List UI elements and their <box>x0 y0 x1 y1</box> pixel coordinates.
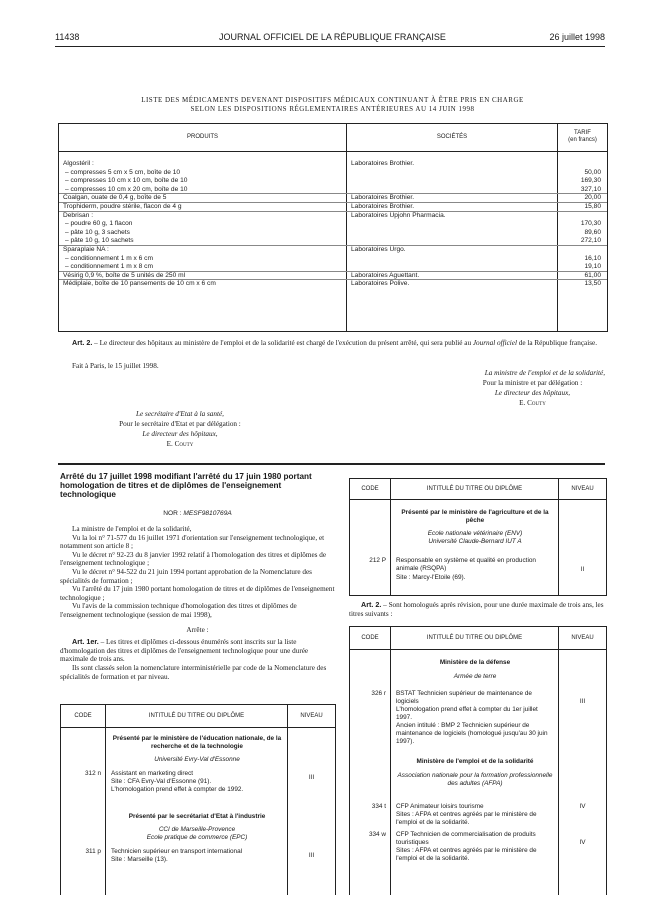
decree-p6: Vu l'avis de la commission technique d'homologation des titres et diplômes de l'enseignement technologique (session de mai 1998), <box>60 602 297 619</box>
col-divider <box>390 479 391 595</box>
table-a-col-title: INTITULÉ DU TITRE OU DIPLÔME <box>148 713 245 719</box>
product-name: – compresses 10 cm x 10 cm, boîte de 10 <box>65 177 188 185</box>
sig-right-line1: La ministre de l'emploi et de la solidarité, <box>484 369 605 377</box>
table-c-level2: IV <box>579 803 586 810</box>
product-name: – compresses 10 cm x 20 cm, boîte de 10 <box>65 185 188 193</box>
product-name: – conditionnement 1 m x 8 cm <box>65 263 153 271</box>
product-name: Trophiderm, poudre stérile, flacon de 4 g <box>63 203 182 210</box>
product-price: 61,00 <box>584 271 601 279</box>
col-divider <box>557 124 558 331</box>
list-title-line2: SELON LES DISPOSITIONS RÉGLEMENTAIRES ANTÉRIEURES AU 14 JUIN 1998 <box>190 105 475 113</box>
product-name: Debrisan : <box>63 211 94 219</box>
table-a-level1: III <box>308 774 315 781</box>
product-name: – pâte 10 g, 3 sachets <box>65 228 130 236</box>
article-2-top <box>60 339 605 348</box>
col-tarif-unit: (en francs) <box>568 137 597 143</box>
product-price: 13,50 <box>584 280 601 288</box>
header-rule <box>55 46 605 47</box>
product-price: 20,00 <box>584 194 601 202</box>
section-rule <box>58 463 605 465</box>
col-divider <box>390 627 391 895</box>
table-c-sub2: Association nationale pour la formation professionnelle des adultes (AFPA) <box>397 772 553 787</box>
product-price: 272,10 <box>580 237 601 245</box>
row-separator <box>59 211 607 212</box>
table-a-col-code: CODE <box>74 713 92 719</box>
decree-nor <box>60 510 335 517</box>
product-company: Laboratoires Polive. <box>351 280 410 288</box>
sig-left-line1: Le secrétaire d'Etat à la santé, <box>136 410 224 418</box>
product-company: Laboratoires Aguettant. <box>351 271 420 279</box>
product-price: 169,30 <box>580 177 601 185</box>
product-name: – conditionnement 1 m x 6 cm <box>65 254 153 262</box>
col-divider <box>558 627 559 895</box>
product-name: – compresses 5 cm x 5 cm, boîte de 10 <box>65 168 181 176</box>
table-b-level: II <box>580 566 585 573</box>
journal-title: JOURNAL OFFICIEL DE LA RÉPUBLIQUE FRANÇAISE <box>219 32 446 42</box>
table-c-level1: III <box>579 698 586 705</box>
products-table <box>58 123 608 332</box>
table-c-entry3-b: Sites : AFPA et centres agréés par le ministère de l'emploi et de la solidarité. <box>396 847 537 862</box>
sig-left-line3: Le directeur des hôpitaux, <box>142 430 218 438</box>
art1-text: – Les titres et diplômes ci-dessous énumérés sont inscrits sur la liste d'homologation des titres et diplômes de l'enseignement technologique pour une durée maximale de trois ans. <box>60 638 309 664</box>
table-c-code3: 334 w <box>368 831 386 838</box>
page-number: 11438 <box>55 32 80 42</box>
col-products: PRODUITS <box>186 134 218 140</box>
table-c-entry3-a: CFP Technicien de commercialisation de produits touristiques <box>396 831 536 846</box>
col-divider <box>558 479 559 595</box>
table-a-level2: III <box>308 852 315 859</box>
table-c-col-title: INTITULÉ DU TITRE OU DIPLÔME <box>426 635 523 641</box>
sig-right-line3: Le directeur des hôpitaux, <box>494 389 571 397</box>
table-a-code1: 312 n <box>85 770 101 777</box>
table-c-entry1-b: L'homologation prend effet à compter du 1er juillet 1997. <box>396 706 538 721</box>
table-b <box>349 478 607 596</box>
sig-left-name: E. Couty <box>166 440 194 448</box>
art2-text: – Sont homologués après révision, pour une durée maximale de trois ans, les titres suivants : <box>349 601 604 618</box>
table-c-col-level: NIVEAU <box>571 635 594 641</box>
table-c-entry2-a: CFP Animateur loisirs tourisme <box>396 803 484 810</box>
table-b-entry-1: Responsable en système et qualité en production animale (RSQPA) <box>396 557 536 572</box>
table-a-ministry1: Présenté par le ministère de l'éducation nationale, de la recherche et de la technologie <box>112 735 282 750</box>
product-name: Médiplaie, boîte de 10 pansements de 10 cm x 6 cm <box>63 280 216 288</box>
article-2-journal: Journal officiel <box>472 339 517 347</box>
table-a-code2: 311 p <box>85 848 101 855</box>
product-name: – poudre 60 g, 1 flacon <box>65 220 133 228</box>
col-tarif: TARIF <box>574 130 591 136</box>
table-c-code2: 334 t <box>371 803 386 810</box>
table-c <box>349 626 607 895</box>
done-at: Fait à Paris, le 15 juillet 1998. <box>72 362 159 370</box>
art1-label: Art. 1er. <box>72 637 99 647</box>
table-b-code: 212 P <box>369 557 386 564</box>
product-price: 19,10 <box>584 263 601 271</box>
decree-body <box>60 525 335 681</box>
table-c-ministry1: Ministère de la défense <box>439 659 511 666</box>
table-a-school1: Université Evry-Val d'Essonne <box>154 756 240 763</box>
sig-right-name: E. Couty <box>519 399 546 407</box>
decree-arrete: Arrête : <box>186 625 209 634</box>
product-company: Laboratoires Brothier. <box>351 194 415 202</box>
article-2-label: Art. 2. <box>72 338 93 347</box>
table-c-col-code: CODE <box>361 635 379 641</box>
decree-p1: La ministre de l'emploi et de la solidarité, <box>72 525 192 533</box>
product-company: Laboratoires Brothier. <box>351 160 415 167</box>
table-a-entry2-1: Technicien supérieur en transport international <box>111 848 243 855</box>
table-a-entry1-2: Site : CFA Evry-Val d'Essonne (91). <box>111 778 212 785</box>
page-date: 26 juillet 1998 <box>549 32 605 42</box>
header-divider <box>61 727 335 728</box>
table-a <box>60 704 336 895</box>
table-c-level3: IV <box>579 839 586 846</box>
decree-art1 <box>60 638 335 664</box>
article-2-text: – Le directeur des hôpitaux au ministère de l'emploi et de la solidarité est chargé de l'exécution du présent arrêté, qui sera publié au <box>92 339 473 347</box>
table-c-ministry2: Ministère de l'emploi et de la solidarité <box>416 758 534 765</box>
header-divider <box>350 649 606 650</box>
product-price: 327,10 <box>580 185 601 193</box>
product-price: 50,00 <box>584 168 601 176</box>
product-price: 15,80 <box>584 203 601 210</box>
header-divider <box>59 151 607 152</box>
col-companies: SOCIÉTÉS <box>436 134 468 140</box>
decree-p7: Ils sont classés selon la nomenclature interministérielle par code de la Nomenclature des spécialités de formation et par niveau. <box>60 663 327 681</box>
table-c-sub1: Armée de terre <box>453 673 497 680</box>
table-b-school1: Ecole nationale vétérinaire (ENV) <box>427 530 523 537</box>
decree-title: Arrêté du 17 juillet 1998 modifiant l'arrêté du 17 juin 1980 portant homologation de titres et de diplômes de l'enseignement technologique <box>60 472 312 499</box>
table-a-col-level: NIVEAU <box>300 713 323 719</box>
product-company: Laboratoires Upjohn Pharmacia. <box>351 211 446 219</box>
table-c-entry1-c: Ancien intitulé : BMP 2 Technicien supérieur de maintenance de logiciels (homologué jusqu'au 30 juin 1997). <box>396 722 548 745</box>
product-price: 170,30 <box>580 220 601 228</box>
nor-label: NOR : <box>163 510 184 517</box>
art2-label: Art. 2. <box>361 600 382 609</box>
decree-p2: Vu la loi n° 71-577 du 16 juillet 1971 d'orientation sur l'enseignement technologique, et notamment son article 8 ; <box>60 533 325 551</box>
col-divider <box>346 124 347 331</box>
col-divider <box>287 705 288 895</box>
table-c-code1: 326 r <box>371 690 386 697</box>
decree-art2 <box>349 601 605 618</box>
product-company: Laboratoires Brothier. <box>351 203 415 210</box>
list-title-line1: LISTE DES MÉDICAMENTS DEVENANT DISPOSITIFS MÉDICAUX CONTINUANT À ÊTRE PRIS EN CHARGE <box>141 96 524 104</box>
row-separator <box>59 245 607 246</box>
table-a-school2b: Ecole pratique de commerce (EPC) <box>146 834 248 841</box>
table-b-entry-2: Site : Marcy-l'Etoile (69). <box>396 574 466 581</box>
table-b-ministry: Présenté par le ministère de l'agriculture et de la pêche <box>401 509 549 524</box>
table-b-col-level: NIVEAU <box>571 486 594 492</box>
table-a-ministry2: Présenté par le secrétariat d'Etat à l'industrie <box>128 813 266 820</box>
table-a-entry1-1: Assistant en marketing direct <box>111 770 194 777</box>
sig-left-line2: Pour le secrétaire d'Etat et par délégation : <box>119 420 241 428</box>
decree-p3: Vu le décret n° 92-23 du 8 janvier 1992 relatif à l'homologation des titres et diplômes de l'enseignement technologique ; <box>60 550 327 568</box>
table-c-entry1-a: BSTAT Technicien supérieur de maintenance de logiciels <box>396 690 532 705</box>
product-name: Algostéril : <box>63 160 94 167</box>
product-price: 89,60 <box>584 228 601 236</box>
product-name: – pâte 10 g, 10 sachets <box>65 237 134 245</box>
table-b-school2: Université Claude-Bernard IUT A <box>428 538 522 545</box>
product-name: Sparaplaie NA : <box>63 246 109 253</box>
product-company: Laboratoires Urgo. <box>351 246 406 253</box>
decree-p5: Vu l'arrêté du 17 juin 1980 portant homologation de titres et de diplômes de l'enseignement technologique ; <box>60 585 335 602</box>
table-c-entry2-b: Sites : AFPA et centres agréés par le ministère de l'emploi et de la solidarité. <box>396 811 537 826</box>
table-a-entry1-3: L'homologation prend effet à compter de 1992. <box>111 786 244 793</box>
table-a-school2a: CCI de Marseille-Provence <box>158 826 236 833</box>
table-a-entry2-2: Site : Marseille (13). <box>111 856 168 863</box>
product-name: Vésirig 0,9 %, boîte de 5 unités de 250 ml <box>63 271 186 279</box>
header-divider <box>350 499 606 500</box>
sig-right-line2: Pour la ministre et par délégation : <box>482 379 583 387</box>
product-name: Coalgan, ouate de 0,4 g, boîte de 5 <box>63 194 167 202</box>
table-b-col-title: INTITULÉ DU TITRE OU DIPLÔME <box>426 486 523 492</box>
article-2-text-end: de la République française. <box>516 339 597 347</box>
table-b-col-code: CODE <box>361 486 379 492</box>
col-divider <box>105 705 106 895</box>
nor-value: MESF9810769A <box>183 510 232 517</box>
product-price: 16,10 <box>584 254 601 262</box>
decree-p4: Vu le décret n° 94-522 du 21 juin 1994 portant approbation de la Nomenclature des spécialités de formation ; <box>60 567 312 585</box>
